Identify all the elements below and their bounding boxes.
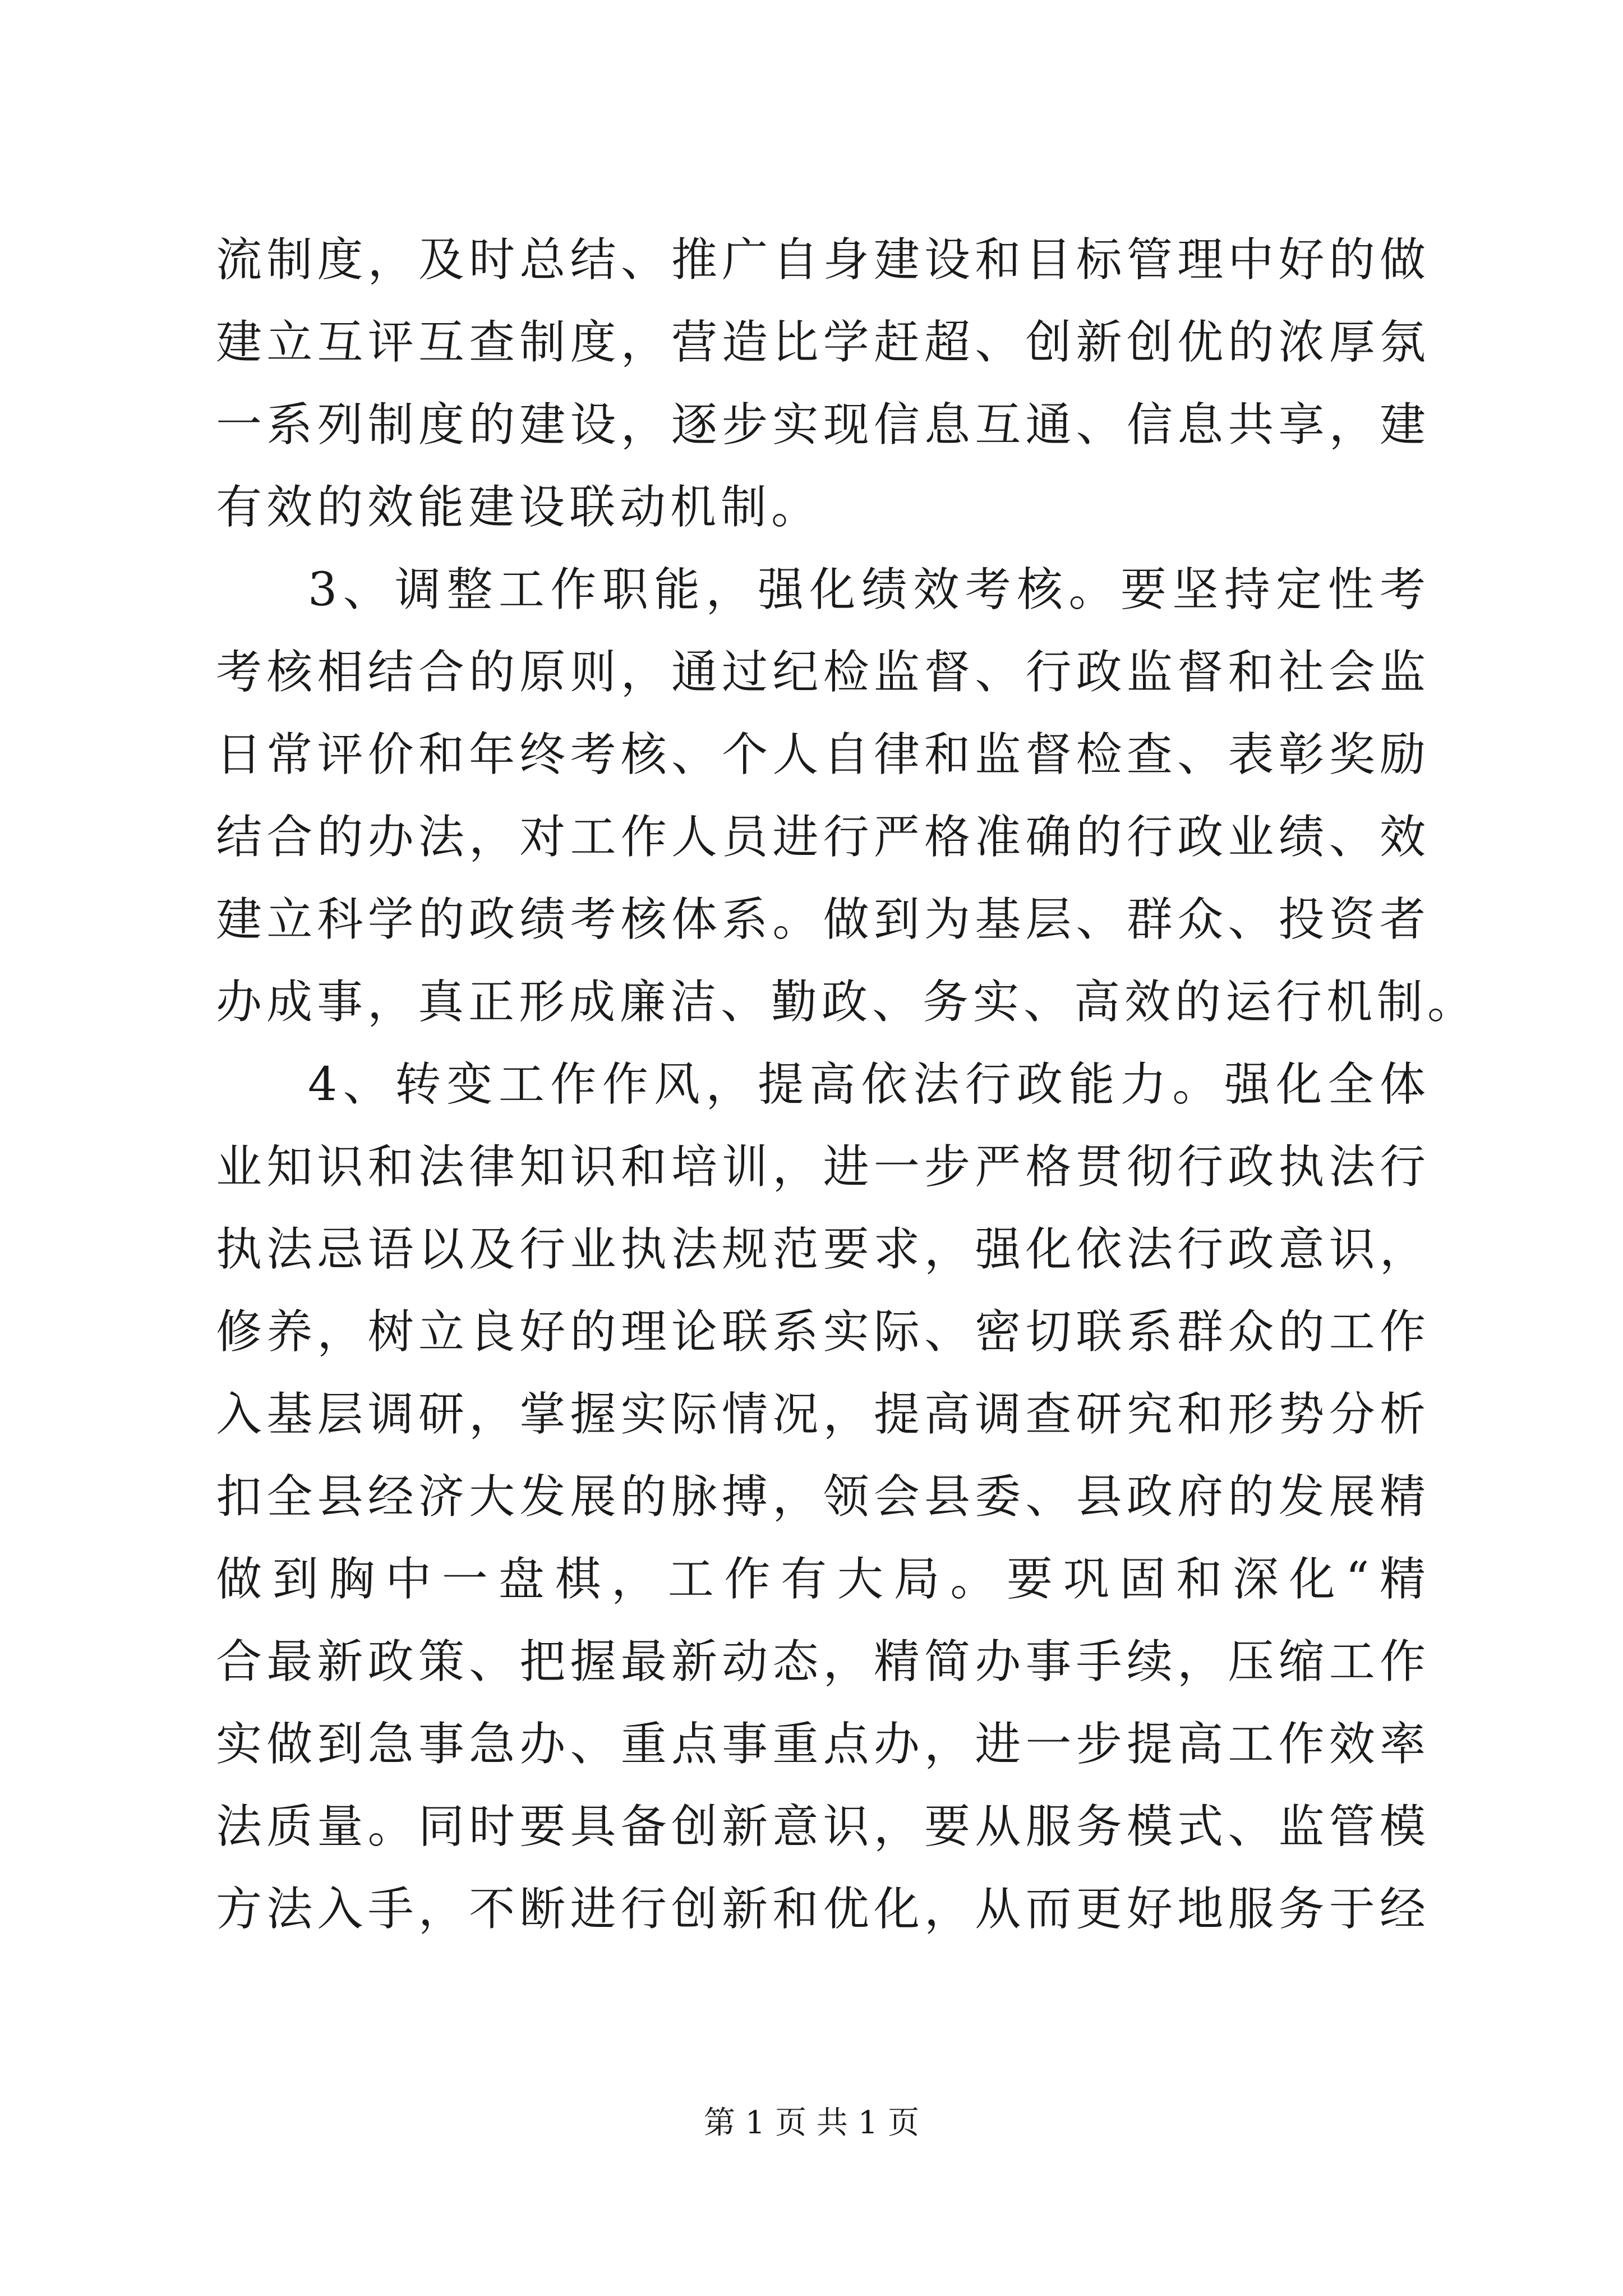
page-number-label: 第 1 页 共 1 页: [703, 2105, 920, 2141]
text-line: 日常评价和年终考核、个人自律和监督检查、表彰奖励: [216, 728, 1430, 781]
text-line: 3、调整工作职能，强化绩效考核。要坚持定性考: [308, 563, 1430, 616]
text-line: 扣全县经济大发展的脉搏，领会县委、县政府的发展精: [216, 1470, 1430, 1524]
text-line: 执法忌语以及行业执法规范要求，强化依法行政意识，: [216, 1223, 1430, 1276]
page-footer: [0, 2104, 1623, 2143]
text-line: 修养，树立良好的理论联系实际、密切联系群众的工作: [216, 1305, 1430, 1359]
text-line: 4、转变工作作风，提高依法行政能力。强化全体: [308, 1058, 1430, 1111]
text-line: 法质量。同时要具备创新意识，要从服务模式、监管模: [216, 1800, 1430, 1853]
text-line: 流制度，及时总结、推广自身建设和目标管理中好的做: [216, 233, 1430, 287]
text-line: 有效的效能建设联动机制。: [216, 481, 822, 534]
text-line: 方法入手，不断进行创新和优化，从而更好地服务于经: [216, 1883, 1430, 1936]
text-line: 实做到急事急办、重点事重点办，进一步提高工作效率: [216, 1718, 1430, 1771]
text-line: 做到胸中一盘棋，工作有大局。要巩固和深化“精: [216, 1553, 1430, 1606]
text-line: 一系列制度的建设，逐步实现信息互通、信息共享，建: [216, 398, 1430, 452]
text-line: 建立互评互查制度，营造比学赶超、创新创优的浓厚氛: [216, 316, 1430, 369]
text-line: 结合的办法，对工作人员进行严格准确的行政业绩、效: [216, 811, 1430, 864]
text-line: 入基层调研，掌握实际情况，提高调查研究和形势分析: [216, 1388, 1430, 1441]
text-line: 建立科学的政绩考核体系。做到为基层、群众、投资者: [216, 893, 1430, 946]
text-line: 业知识和法律知识和培训，进一步严格贯彻行政执法行: [216, 1140, 1430, 1194]
document-body: [216, 219, 1478, 1950]
text-line: 合最新政策、把握最新动态，精简办事手续，压缩工作: [216, 1635, 1430, 1688]
text-line: 办成事，真正形成廉洁、勤政、务实、高效的运行机制。: [216, 976, 1478, 1029]
text-line: 考核相结合的原则，通过纪检监督、行政监督和社会监: [216, 646, 1430, 699]
